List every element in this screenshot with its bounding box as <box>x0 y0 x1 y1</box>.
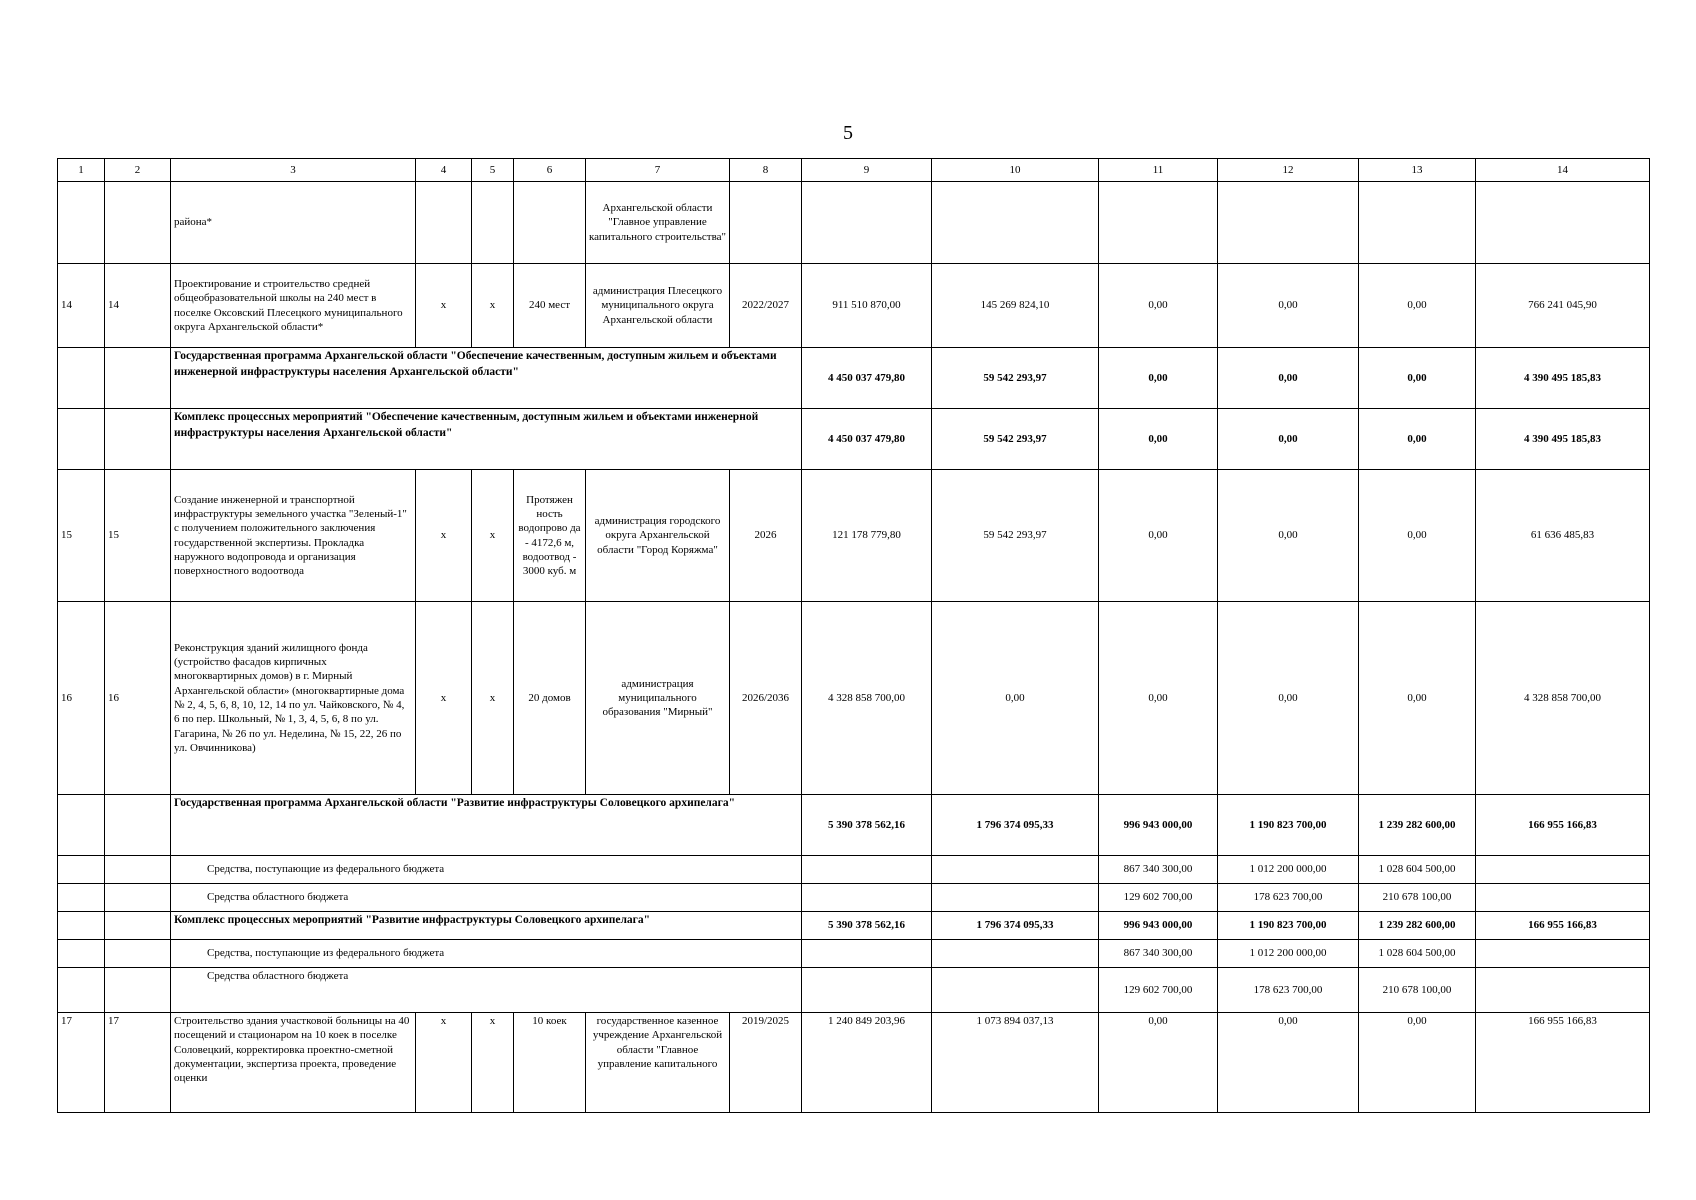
cell <box>1476 182 1650 264</box>
cell <box>58 348 105 409</box>
amount-cell: 4 328 858 700,00 <box>1476 602 1650 795</box>
amount-cell: 4 390 495 185,83 <box>1476 409 1650 470</box>
header-cell: 12 <box>1218 159 1359 182</box>
capacity-cell: Протяжен ность водопрово да - 4172,6 м, водоотвод - 3000 куб. м <box>514 470 586 602</box>
row-number-cell: 15 <box>105 470 171 602</box>
cell <box>105 795 171 856</box>
cell <box>105 940 171 968</box>
amount-cell: 0,00 <box>1359 602 1476 795</box>
period-cell: 2019/2025 <box>730 1013 802 1113</box>
amount-cell: 911 510 870,00 <box>802 264 932 348</box>
customer-cell: администрация городского округа Архангельской области "Город Коряжма" <box>586 470 730 602</box>
amount-cell: 1 028 604 500,00 <box>1359 856 1476 884</box>
amount-cell: 1 239 282 600,00 <box>1359 912 1476 940</box>
cell <box>1359 182 1476 264</box>
cell <box>416 182 472 264</box>
amount-cell: 0,00 <box>1218 409 1359 470</box>
amount-cell: 0,00 <box>1359 470 1476 602</box>
cell <box>105 968 171 1013</box>
amount-cell: 61 636 485,83 <box>1476 470 1650 602</box>
row-number-cell: 14 <box>105 264 171 348</box>
cell <box>932 940 1099 968</box>
header-cell: 6 <box>514 159 586 182</box>
cell <box>105 348 171 409</box>
table-row <box>58 602 1650 795</box>
cell: х <box>472 1013 514 1113</box>
row-number-cell: 17 <box>105 1013 171 1113</box>
amount-cell: 867 340 300,00 <box>1099 940 1218 968</box>
amount-cell: 0,00 <box>1359 409 1476 470</box>
amount-cell: 0,00 <box>1218 602 1359 795</box>
row-number-cell: 17 <box>58 1013 105 1113</box>
page-number: 5 <box>843 122 853 144</box>
object-name-cell: Проектирование и строительство средней общеобразовательной школы на 240 мест в поселке Оксовский Плесецкого муниципального округа Архангельской области* <box>171 264 416 348</box>
cell: х <box>416 602 472 795</box>
amount-cell: 0,00 <box>1099 470 1218 602</box>
funding-source-row <box>58 968 1650 1013</box>
cell <box>802 968 932 1013</box>
amount-cell: 867 340 300,00 <box>1099 856 1218 884</box>
amount-cell: 166 955 166,83 <box>1476 912 1650 940</box>
cell: х <box>472 602 514 795</box>
amount-cell: 4 450 037 479,80 <box>802 348 932 409</box>
amount-cell: 1 028 604 500,00 <box>1359 940 1476 968</box>
amount-cell: 0,00 <box>1218 1013 1359 1113</box>
amount-cell: 4 390 495 185,83 <box>1476 348 1650 409</box>
investment-projects-table <box>57 158 1650 1113</box>
header-cell: 7 <box>586 159 730 182</box>
header-cell: 13 <box>1359 159 1476 182</box>
cell <box>802 856 932 884</box>
amount-cell: 59 542 293,97 <box>932 409 1099 470</box>
cell <box>105 884 171 912</box>
amount-cell: 0,00 <box>1359 264 1476 348</box>
header-cell: 4 <box>416 159 472 182</box>
amount-cell: 0,00 <box>1218 348 1359 409</box>
cell <box>472 182 514 264</box>
column-number-header-row <box>58 159 1650 182</box>
row-number-cell: 14 <box>58 264 105 348</box>
cell: х <box>416 470 472 602</box>
amount-cell: 0,00 <box>1218 264 1359 348</box>
table-row-continuation <box>58 182 1650 264</box>
amount-cell: 1 012 200 000,00 <box>1218 940 1359 968</box>
cell <box>58 940 105 968</box>
cell: х <box>416 264 472 348</box>
amount-cell: 145 269 824,10 <box>932 264 1099 348</box>
period-cell: 2026 <box>730 470 802 602</box>
amount-cell: 178 623 700,00 <box>1218 968 1359 1013</box>
cell <box>932 884 1099 912</box>
header-cell: 10 <box>932 159 1099 182</box>
cell: х <box>416 1013 472 1113</box>
object-name-cell: Реконструкция зданий жилищного фонда (устройство фасадов кирпичных многоквартирных домов) в г. Мирный Архангельской области» (многоквартирные дома № 2, 4, 5, 6, 8, 10, 12, 14 по ул. Чайковского, № 4, 6 по пер. Школьный, № 1, 3, 4, 5, 6, 8 по ул. Гагарина, № 26 по ул. Неделина, № 15, 22, 26 по ул. Овчинникова) <box>171 602 416 795</box>
amount-cell: 4 450 037 479,80 <box>802 409 932 470</box>
period-cell: 2026/2036 <box>730 602 802 795</box>
cell <box>514 182 586 264</box>
complex-title: Комплекс процессных мероприятий "Обеспечение качественным, доступным жильем и объектами инженерной инфраструктуры населения Архангельской области" <box>171 409 802 470</box>
table-row <box>58 470 1650 602</box>
amount-cell: 210 678 100,00 <box>1359 884 1476 912</box>
header-cell: 8 <box>730 159 802 182</box>
amount-cell: 5 390 378 562,16 <box>802 795 932 856</box>
cell <box>802 884 932 912</box>
amount-cell: 1 190 823 700,00 <box>1218 912 1359 940</box>
cell <box>1476 940 1650 968</box>
amount-cell: 1 796 374 095,33 <box>932 912 1099 940</box>
program-title: Государственная программа Архангельской области "Обеспечение качественным, доступным жильем и объектами инженерной инфраструктуры населения Архангельской области" <box>171 348 802 409</box>
amount-cell: 210 678 100,00 <box>1359 968 1476 1013</box>
cell <box>802 940 932 968</box>
program-title: Государственная программа Архангельской области "Развитие инфраструктуры Соловецкого архипелага" <box>171 795 802 856</box>
object-name-cell: Создание инженерной и транспортной инфраструктуры земельного участка "Зеленый-1" с получением положительного заключения государственной экспертизы. Прокладка наружного водопровода и организация поверхностного водоотвода <box>171 470 416 602</box>
amount-cell: 166 955 166,83 <box>1476 795 1650 856</box>
amount-cell: 59 542 293,97 <box>932 348 1099 409</box>
capacity-cell: 10 коек <box>514 1013 586 1113</box>
cell <box>932 856 1099 884</box>
amount-cell: 0,00 <box>1359 348 1476 409</box>
amount-cell: 1 796 374 095,33 <box>932 795 1099 856</box>
cell <box>932 182 1099 264</box>
amount-cell: 0,00 <box>932 602 1099 795</box>
cell <box>58 856 105 884</box>
amount-cell: 1 239 282 600,00 <box>1359 795 1476 856</box>
cell: х <box>472 264 514 348</box>
customer-cell: государственное казенное учреждение Архангельской области "Главное управление капитального <box>586 1013 730 1113</box>
funding-source-label: Средства областного бюджета <box>171 968 802 1013</box>
amount-cell: 166 955 166,83 <box>1476 1013 1650 1113</box>
amount-cell: 1 073 894 037,13 <box>932 1013 1099 1113</box>
amount-cell: 129 602 700,00 <box>1099 884 1218 912</box>
amount-cell: 0,00 <box>1099 409 1218 470</box>
cell <box>802 182 932 264</box>
cell <box>58 409 105 470</box>
complex-row-housing <box>58 409 1650 470</box>
funding-source-label: Средства областного бюджета <box>171 884 802 912</box>
cell <box>1218 182 1359 264</box>
amount-cell: 5 390 378 562,16 <box>802 912 932 940</box>
customer-cell: администрация муниципального образования "Мирный" <box>586 602 730 795</box>
amount-cell: 129 602 700,00 <box>1099 968 1218 1013</box>
header-cell: 5 <box>472 159 514 182</box>
amount-cell: 1 240 849 203,96 <box>802 1013 932 1113</box>
header-cell: 11 <box>1099 159 1218 182</box>
complex-row-solovki <box>58 912 1650 940</box>
cell <box>105 182 171 264</box>
cell <box>58 182 105 264</box>
amount-cell: 996 943 000,00 <box>1099 912 1218 940</box>
funding-source-label: Средства, поступающие из федерального бюджета <box>171 856 802 884</box>
cell <box>58 912 105 940</box>
amount-cell: 0,00 <box>1099 602 1218 795</box>
program-row-housing <box>58 348 1650 409</box>
cell <box>58 795 105 856</box>
customer-cell: администрация Плесецкого муниципального округа Архангельской области <box>586 264 730 348</box>
amount-cell: 0,00 <box>1099 1013 1218 1113</box>
header-cell: 3 <box>171 159 416 182</box>
cell <box>1476 884 1650 912</box>
header-cell: 1 <box>58 159 105 182</box>
amount-cell: 1 012 200 000,00 <box>1218 856 1359 884</box>
cell <box>730 182 802 264</box>
capacity-cell: 20 домов <box>514 602 586 795</box>
cell <box>105 409 171 470</box>
cell <box>58 884 105 912</box>
cell <box>1476 856 1650 884</box>
cell: х <box>472 470 514 602</box>
cell <box>105 856 171 884</box>
funding-source-row <box>58 884 1650 912</box>
funding-source-label: Средства, поступающие из федерального бюджета <box>171 940 802 968</box>
header-cell: 14 <box>1476 159 1650 182</box>
row-number-cell: 15 <box>58 470 105 602</box>
funding-source-row <box>58 940 1650 968</box>
header-cell: 2 <box>105 159 171 182</box>
object-name-cell: района* <box>171 182 416 264</box>
table-row <box>58 1013 1650 1113</box>
amount-cell: 0,00 <box>1359 1013 1476 1113</box>
customer-cell: Архангельской области "Главное управление капитального строительства" <box>586 182 730 264</box>
amount-cell: 1 190 823 700,00 <box>1218 795 1359 856</box>
amount-cell: 121 178 779,80 <box>802 470 932 602</box>
amount-cell: 766 241 045,90 <box>1476 264 1650 348</box>
amount-cell: 0,00 <box>1099 264 1218 348</box>
program-row-solovki <box>58 795 1650 856</box>
capacity-cell: 240 мест <box>514 264 586 348</box>
row-number-cell: 16 <box>105 602 171 795</box>
cell <box>932 968 1099 1013</box>
amount-cell: 0,00 <box>1218 470 1359 602</box>
cell <box>1099 182 1218 264</box>
period-cell: 2022/2027 <box>730 264 802 348</box>
cell <box>1476 968 1650 1013</box>
amount-cell: 4 328 858 700,00 <box>802 602 932 795</box>
amount-cell: 59 542 293,97 <box>932 470 1099 602</box>
object-name-cell: Строительство здания участковой больницы на 40 посещений и стационаром на 10 коек в поселке Соловецкий, корректировка проектно-сметной документации, экспертиза проекта, проведение оценки <box>171 1013 416 1113</box>
cell <box>105 912 171 940</box>
complex-title: Комплекс процессных мероприятий "Развитие инфраструктуры Соловецкого архипелага" <box>171 912 802 940</box>
amount-cell: 0,00 <box>1099 348 1218 409</box>
amount-cell: 178 623 700,00 <box>1218 884 1359 912</box>
amount-cell: 996 943 000,00 <box>1099 795 1218 856</box>
header-cell: 9 <box>802 159 932 182</box>
row-number-cell: 16 <box>58 602 105 795</box>
funding-source-row <box>58 856 1650 884</box>
table-row <box>58 264 1650 348</box>
cell <box>58 968 105 1013</box>
